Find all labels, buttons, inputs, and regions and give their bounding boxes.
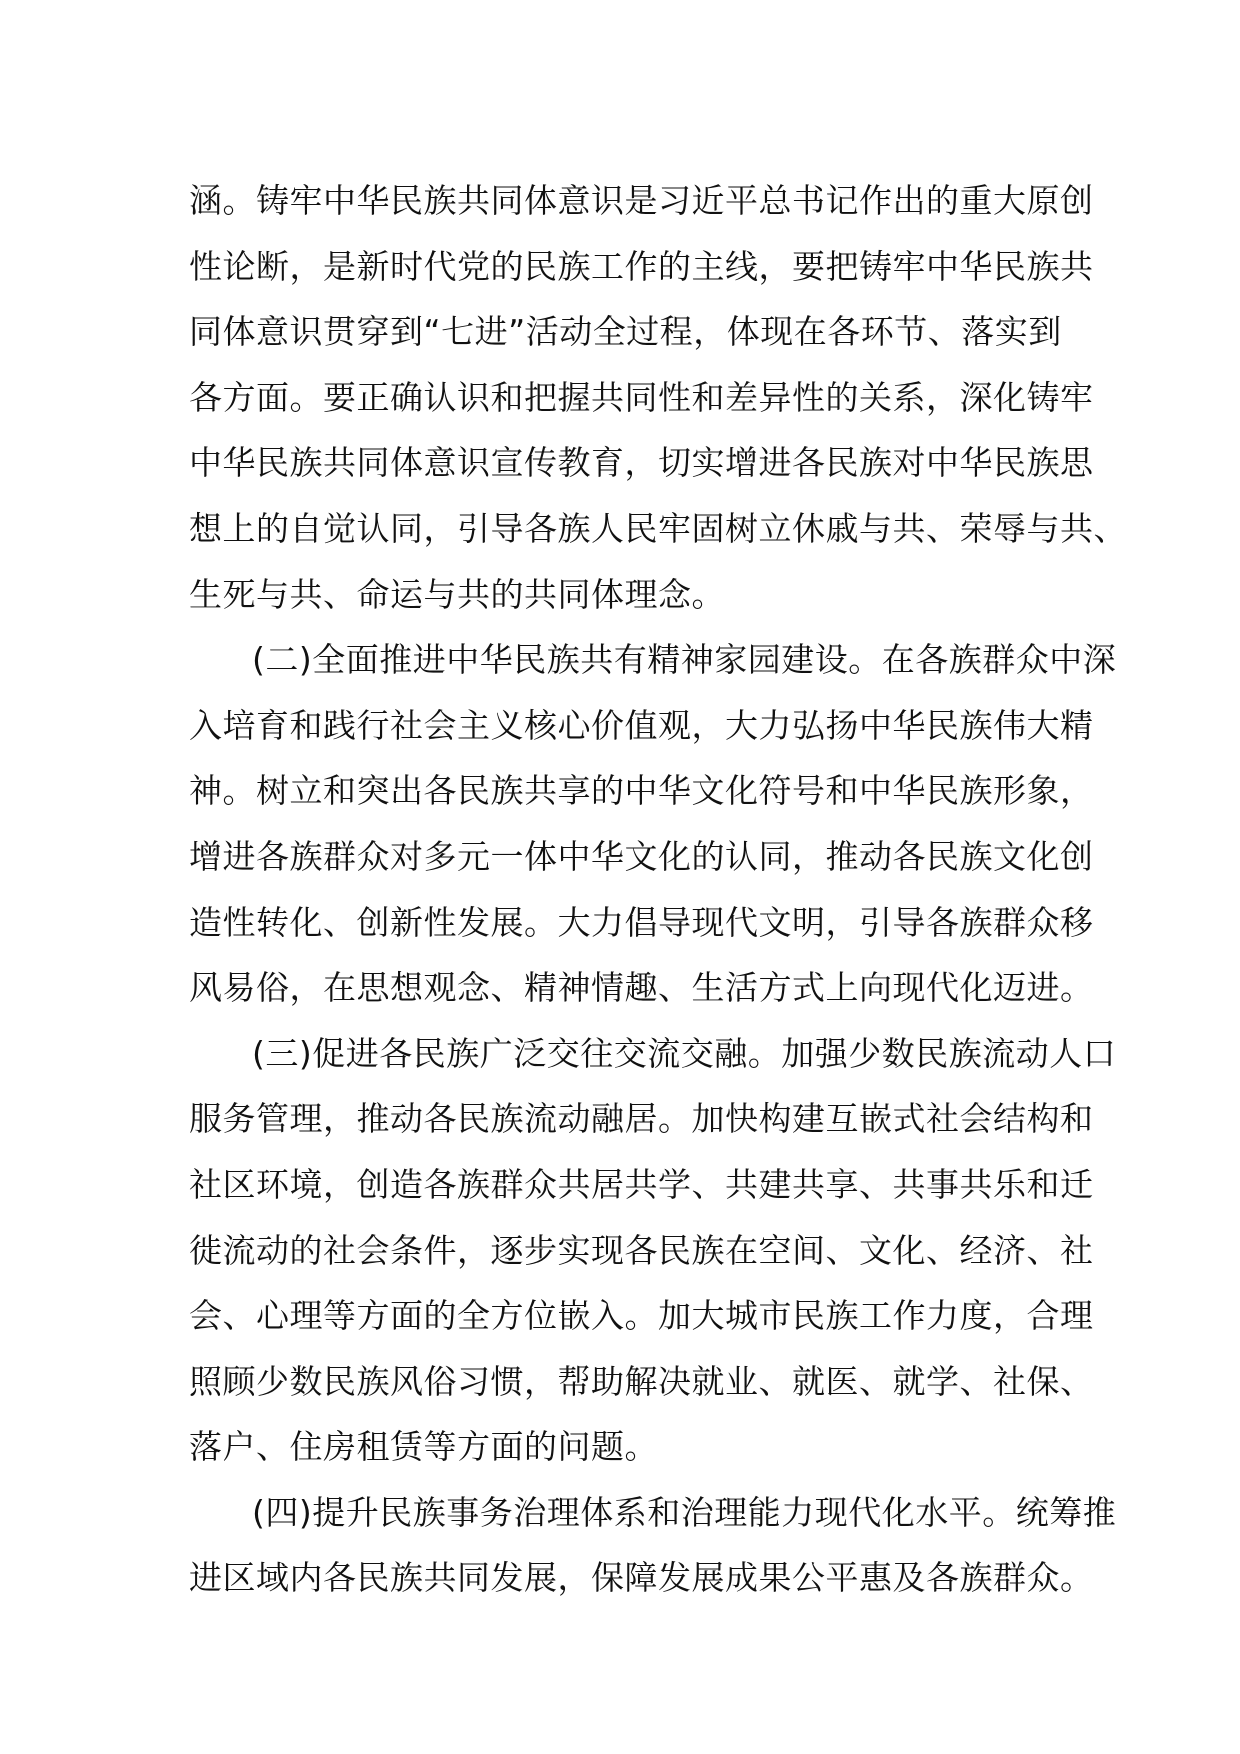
text-line: 涵。铸牢中华民族共同体意识是习近平总书记作出的重大原创 — [189, 181, 1094, 220]
paragraph-heading-line: (三)促进各民族广泛交往交流交融。加强少数民族流动人口 — [252, 1033, 1117, 1073]
text-line: 徙流动的社会条件，逐步实现各民族在空间、文化、经济、社 — [189, 1230, 1094, 1270]
text-line: 服务管理，推动各民族流动融居。加快构建互嵌式社会结构和 — [189, 1099, 1094, 1139]
text-line: 落户、住房租赁等方面的问题。 — [189, 1427, 658, 1467]
text-line: 照顾少数民族风俗习惯，帮助解决就业、就医、就学、社保、 — [189, 1361, 1094, 1401]
text-line: 同体意识贯穿到“七进”活动全过程，体现在各环节、落实到 — [189, 312, 1062, 352]
text-line: 性论断，是新时代党的民族工作的主线，要把铸牢中华民族共 — [189, 246, 1094, 286]
paragraph-heading-line: (四)提升民族事务治理体系和治理能力现代化水平。统筹推 — [252, 1492, 1117, 1532]
text-line: 会、心理等方面的全方位嵌入。加大城市民族工作力度，合理 — [189, 1296, 1094, 1336]
text-line: 各方面。要正确认识和把握共同性和差异性的关系，深化铸牢 — [189, 377, 1094, 417]
text-line: 中华民族共同体意识宣传教育，切实增进各民族对中华民族思 — [189, 443, 1094, 483]
text-line: 增进各族群众对多元一体中华文化的认同，推动各民族文化创 — [189, 836, 1094, 876]
body-text — [189, 168, 1127, 1611]
text-line: 进区域内各民族共同发展，保障发展成果公平惠及各族群众。 — [189, 1558, 1094, 1598]
text-line: 造性转化、创新性发展。大力倡导现代文明，引导各族群众移 — [189, 902, 1094, 942]
text-line: 入培育和践行社会主义核心价值观，大力弘扬中华民族伟大精 — [189, 705, 1094, 745]
text-line: 想上的自觉认同，引导各族人民牢固树立休戚与共、荣辱与共、 — [189, 508, 1127, 548]
text-line: 生死与共、命运与共的共同体理念。 — [189, 574, 725, 614]
text-line: 风易俗，在思想观念、精神情趣、生活方式上向现代化迈进。 — [189, 968, 1094, 1008]
text-line: 神。树立和突出各民族共享的中华文化符号和中华民族形象， — [189, 771, 1094, 811]
text-line: 社区环境，创造各族群众共居共学、共建共享、共事共乐和迁 — [189, 1164, 1094, 1204]
paragraph-heading-line: (二)全面推进中华民族共有精神家园建设。在各族群众中深 — [252, 640, 1117, 680]
